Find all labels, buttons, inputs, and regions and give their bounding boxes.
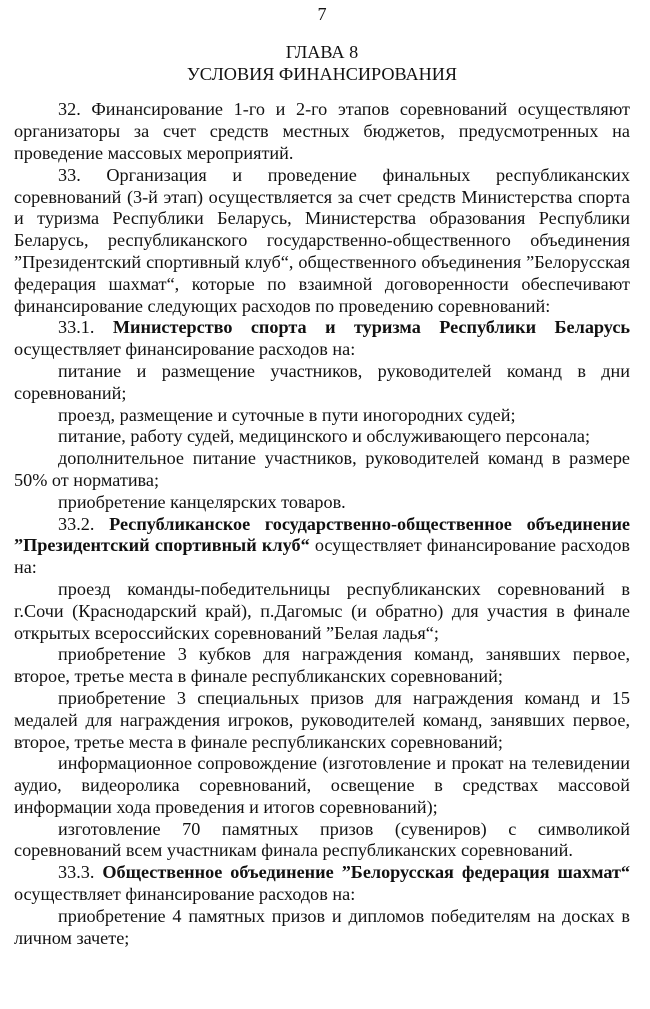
list-item: проезд, размещение и суточные в пути иногородних судей; [58, 404, 516, 425]
list-item: приобретение канцелярских товаров. [58, 491, 346, 512]
clause-number: 33.1. [58, 317, 113, 338]
list-item: питание, работу судей, медицинского и обслуживающего персонала; [58, 426, 591, 447]
section-title: УСЛОВИЯ ФИНАНСИРОВАНИЯ [186, 63, 458, 84]
list-item: проезд команды-победительницы республиканских соревнований в г.Сочи (Краснодарский край), п.Дагомыс (и обратно) для участия в финале открытых всероссийских соревнований ”Белая ладья“; [14, 578, 630, 643]
clause-number: 33.2. [58, 513, 110, 534]
page-number: 7 [317, 4, 327, 24]
organization-name: Республиканское государственно-общественное объединение ”Президентский спортивный клуб“ [14, 513, 631, 556]
organization-name: Общественное объединение ”Белорусская федерация шахмат“ [102, 862, 631, 883]
clause-text: осуществляет финансирование расходов на: [14, 535, 630, 578]
paragraph-33-2 [14, 514, 630, 579]
list-item: приобретение 3 специальных призов для награждения команд и 15 медалей для награждения игроков, руководителей команд, занявших первое, второе, третье места в финале республиканских соревнований; [14, 687, 630, 752]
clause-text: осуществляет финансирование расходов на: [14, 884, 356, 905]
list-item: приобретение 3 кубков для награждения команд, занявших первое, второе, третье места в финале республиканских соревнований; [14, 644, 630, 687]
list-item: дополнительное питание участников, руководителей команд в размере 50% от норматива; [14, 448, 630, 490]
clause-number: 33.3. [58, 862, 103, 883]
paragraph-33: 33. Организация и проведение финальных республиканских соревнований (3-й этап) осуществляется за счет средств Министерства спорта и туризма Республики Беларусь, Министерства образования Республики Беларусь, республиканского государственно-общественного объединения ”Президентский спортивный клуб“, общественного объединения ”Белорусская федерация шахмат“, которые по взаимной договоренности обеспечивают финансирование следующих расходов по проведению соревнований: [14, 164, 630, 316]
organization-name: Министерство спорта и туризма Республики Беларусь [112, 317, 631, 338]
paragraph-32: 32. Финансирование 1-го и 2-го этапов соревнований осуществляют организаторы за счет средств местных бюджетов, предусмотренных на проведение массовых мероприятий. [14, 99, 630, 163]
paragraph-33-1 [14, 317, 630, 361]
clause-text: осуществляет финансирование расходов на: [14, 339, 356, 360]
chapter-heading: ГЛАВА 8 [285, 41, 359, 62]
list-item: питание и размещение участников, руководителей команд в дни соревнований; [14, 360, 630, 403]
list-item: изготовление 70 памятных призов (сувениров) с символикой соревнований всем участникам финала республиканских соревнований. [14, 818, 630, 861]
list-item: информационное сопровождение (изготовление и прокат на телевидении аудио, видеоролика соревнований, освещение в средствах массовой информации хода проведения и итогов соревнований); [14, 753, 630, 817]
list-item: приобретение 4 памятных призов и дипломов победителям на досках в личном зачете; [14, 905, 630, 948]
paragraph-33-3 [14, 862, 630, 906]
